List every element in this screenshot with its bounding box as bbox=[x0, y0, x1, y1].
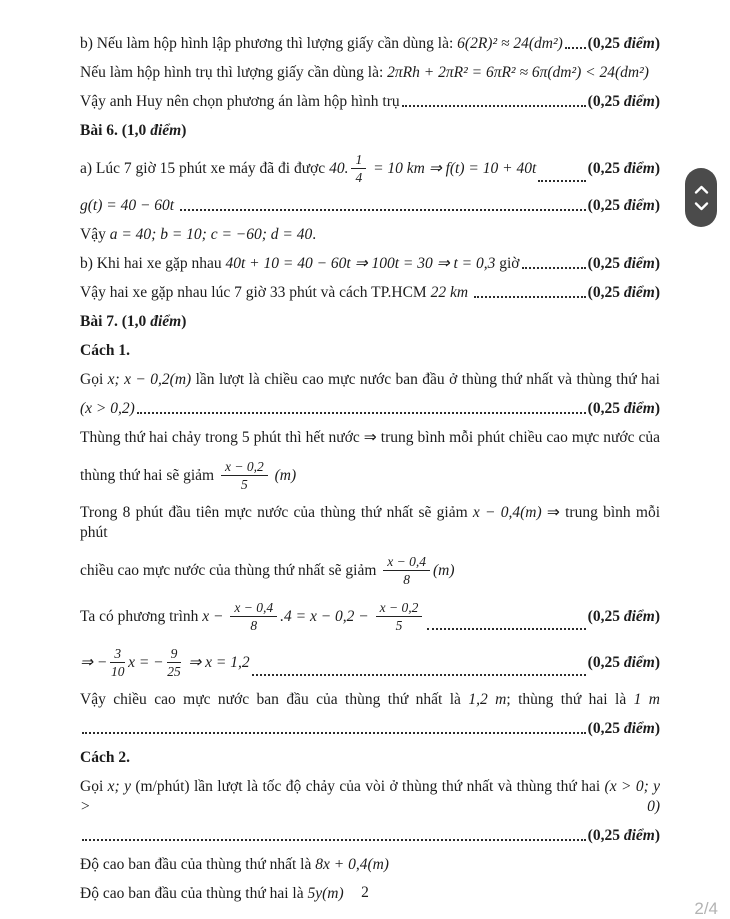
text-segment: 40t + 10 = 40 − 60t ⇒ 100t = 30 ⇒ t = 0,3 bbox=[225, 255, 496, 272]
dotted-leader bbox=[402, 105, 586, 107]
text-segment: .4 = x − 0,2 − bbox=[280, 607, 373, 625]
dotted-leader bbox=[474, 296, 586, 298]
text-segment: Thùng thứ hai chảy trong 5 phút thì hết nước ⇒ trung bình mỗi phút chiều cao mực nước của bbox=[80, 429, 660, 446]
text-segment: điểm bbox=[150, 122, 182, 139]
text-segment: điểm bbox=[623, 720, 655, 737]
text-segment: ) bbox=[181, 313, 187, 330]
text-segment: điểm bbox=[623, 93, 655, 110]
text-segment: b) Khi hai xe gặp nhau bbox=[80, 255, 226, 272]
text-segment: ⇒ x = 1,2 bbox=[184, 653, 250, 671]
text-segment: (0,25 bbox=[587, 197, 624, 214]
doc-line bbox=[80, 63, 660, 83]
text-segment: (x > 0,2) bbox=[80, 400, 135, 417]
text-segment: ) bbox=[654, 35, 660, 52]
text-segment: ⇒ − bbox=[80, 653, 108, 671]
text-segment: điểm bbox=[623, 35, 655, 52]
fraction: $\frac{1}{4}$ bbox=[351, 152, 366, 185]
doc-line bbox=[80, 457, 660, 494]
dotted-leader bbox=[82, 732, 586, 734]
text-segment: x; y bbox=[107, 778, 131, 795]
doc-line bbox=[80, 855, 660, 875]
text-segment: (m) bbox=[270, 466, 297, 484]
text-segment: 40. bbox=[329, 159, 349, 177]
dotted-leader bbox=[180, 209, 586, 211]
chevron-down-icon bbox=[694, 199, 709, 214]
text-segment: ⇒ trung bình mỗi phút bbox=[80, 504, 661, 541]
doc-line bbox=[80, 370, 660, 390]
doc-line bbox=[80, 644, 660, 681]
text-segment: (0,25 bbox=[587, 720, 624, 737]
page-number: 2 bbox=[361, 884, 369, 901]
text-segment: Trong 8 phút đầu tiên mực nước của thùng thứ nhất sẽ giảm bbox=[80, 504, 473, 521]
scroll-down-button[interactable] bbox=[693, 201, 709, 211]
doc-line bbox=[80, 196, 660, 216]
text-segment: (0,25 bbox=[587, 35, 624, 52]
text-segment: 1 m bbox=[633, 691, 660, 708]
text-segment: (0,25 bbox=[587, 607, 624, 625]
text-segment: = 10 km ⇒ f(t) = 10 + 40t bbox=[369, 159, 537, 177]
section-heading bbox=[80, 748, 660, 768]
text-segment: Gọi bbox=[80, 778, 108, 795]
text-segment: ) bbox=[654, 720, 660, 737]
text-segment: ) bbox=[654, 159, 660, 177]
text-segment: 6(2R)² ≈ 24(dm²) bbox=[457, 35, 563, 52]
fraction: $\frac{x - 0,2}{5}$ bbox=[221, 459, 268, 492]
chevron-up-icon bbox=[694, 182, 709, 197]
text-segment: 8x + 0,4(m) bbox=[315, 856, 389, 873]
text-segment: ) bbox=[654, 284, 660, 301]
text-segment: Độ cao ban đầu của thùng thứ hai là bbox=[80, 885, 308, 902]
text-segment: giờ bbox=[495, 255, 520, 272]
text-segment: thùng thứ hai sẽ giảm bbox=[80, 466, 218, 484]
dotted-leader bbox=[137, 412, 586, 414]
doc-line bbox=[80, 503, 660, 543]
text-segment: ) bbox=[654, 255, 660, 272]
text-segment: ) bbox=[181, 122, 187, 139]
text-segment: Bài 7. (1,0 bbox=[80, 313, 151, 330]
fraction: $\frac{x - 0,4}{8}$ bbox=[230, 600, 277, 633]
fraction: $\frac{9}{25}$ bbox=[167, 646, 181, 679]
text-segment: (m) bbox=[433, 561, 455, 579]
text-segment: điểm bbox=[623, 159, 655, 177]
page-indicator: 2/4 bbox=[694, 899, 718, 918]
doc-line bbox=[80, 777, 660, 817]
text-segment: ) bbox=[654, 827, 660, 844]
doc-line bbox=[80, 719, 660, 739]
fraction: $\frac{3}{10}$ bbox=[110, 646, 125, 679]
text-segment: điểm bbox=[623, 607, 655, 625]
text-segment: điểm bbox=[623, 284, 655, 301]
text-segment: (x > 0; y > 0) bbox=[80, 778, 661, 815]
text-segment: ) bbox=[654, 93, 660, 110]
text-segment: Cách 2. bbox=[80, 749, 130, 766]
text-segment: (0,25 bbox=[587, 653, 624, 671]
text-segment: chiều cao mực nước của thùng thứ nhất sẽ giảm bbox=[80, 561, 381, 579]
text-segment: Nếu làm hộp hình trụ thì lượng giấy cần dùng là: bbox=[80, 64, 388, 81]
section-heading bbox=[80, 121, 660, 141]
dotted-leader bbox=[82, 839, 586, 841]
doc-line bbox=[80, 34, 660, 54]
text-segment: Vậy hai xe gặp nhau lúc 7 giờ 33 phút và cách TP.HCM bbox=[80, 284, 431, 301]
section-heading bbox=[80, 341, 660, 361]
doc-line bbox=[80, 428, 660, 448]
scroll-up-button[interactable] bbox=[693, 184, 709, 194]
text-segment: a) Lúc 7 giờ 15 phút xe máy đã đi được bbox=[80, 159, 330, 177]
text-segment: x = − bbox=[128, 653, 164, 671]
text-segment: (0,25 bbox=[587, 284, 624, 301]
text-segment: (0,25 bbox=[587, 93, 624, 110]
text-segment: ) bbox=[654, 400, 660, 417]
text-segment: 5y(m) bbox=[307, 885, 344, 902]
text-segment: Bài 6. (1,0 bbox=[80, 122, 151, 139]
text-segment: điểm bbox=[150, 313, 182, 330]
text-segment: b) Nếu làm hộp hình lập phương thì lượng giấy cần dùng là: bbox=[80, 35, 458, 52]
text-segment: (0,25 bbox=[587, 400, 624, 417]
text-segment: a = 40; b = 10; c = −60; d = 40 bbox=[109, 226, 313, 243]
text-segment: (0,25 bbox=[587, 255, 624, 272]
text-segment: Vậy bbox=[80, 226, 110, 243]
text-segment: 22 km bbox=[430, 284, 472, 301]
text-segment: điểm bbox=[623, 197, 655, 214]
doc-line bbox=[80, 826, 660, 846]
scroll-control bbox=[685, 168, 717, 227]
fraction: $\frac{x - 0,4}{8}$ bbox=[383, 554, 430, 587]
fraction: $\frac{x - 0,2}{5}$ bbox=[376, 600, 423, 633]
document-lines bbox=[80, 34, 660, 904]
text-segment: điểm bbox=[623, 827, 655, 844]
doc-line bbox=[80, 690, 660, 710]
text-segment: ) bbox=[654, 607, 660, 625]
doc-line bbox=[80, 150, 660, 187]
text-segment: x; x − 0,2(m) bbox=[107, 371, 192, 388]
text-segment: điểm bbox=[623, 653, 655, 671]
text-segment: (0,25 bbox=[587, 159, 624, 177]
text-segment: Vậy anh Huy nên chọn phương án làm hộp hình trụ bbox=[80, 93, 400, 110]
doc-line bbox=[80, 598, 660, 635]
text-segment: x − bbox=[202, 607, 228, 625]
text-segment: Gọi bbox=[80, 371, 108, 388]
text-segment: x − 0,4(m) bbox=[472, 504, 542, 521]
text-segment: 1,2 m bbox=[468, 691, 507, 708]
text-segment: điểm bbox=[623, 255, 655, 272]
doc-line bbox=[80, 92, 660, 112]
text-segment: Cách 1. bbox=[80, 342, 130, 359]
dotted-leader bbox=[565, 47, 586, 49]
doc-line bbox=[80, 399, 660, 419]
text-segment: ) bbox=[654, 197, 660, 214]
text-segment: ) bbox=[654, 653, 660, 671]
text-segment: Độ cao ban đầu của thùng thứ nhất là bbox=[80, 856, 316, 873]
dotted-leader bbox=[522, 267, 586, 269]
doc-line bbox=[80, 254, 660, 274]
text-segment: điểm bbox=[623, 400, 655, 417]
text-segment: (0,25 bbox=[587, 827, 624, 844]
text-segment: ; thùng thứ hai là bbox=[506, 691, 634, 708]
doc-line bbox=[80, 225, 660, 245]
text-segment: Ta có phương trình bbox=[80, 607, 203, 625]
text-segment: Vậy chiều cao mực nước ban đầu của thùng thứ nhất là bbox=[80, 691, 469, 708]
text-segment: (m/phút) lần lượt là tốc độ chảy của vòi ở thùng thứ nhất và thùng thứ hai bbox=[130, 778, 605, 795]
dotted-leader bbox=[427, 628, 585, 630]
section-heading bbox=[80, 312, 660, 332]
doc-line bbox=[80, 552, 660, 589]
text-segment: . bbox=[312, 226, 317, 243]
doc-line bbox=[80, 283, 660, 303]
text-segment: lần lượt là chiều cao mực nước ban đầu ở thùng thứ nhất và thùng thứ hai bbox=[191, 371, 660, 388]
dotted-leader bbox=[252, 674, 586, 676]
text-segment: 2πRh + 2πR² = 6πR² ≈ 6π(dm²) < 24(dm²) bbox=[387, 64, 649, 81]
dotted-leader bbox=[538, 180, 585, 182]
text-segment: g(t) = 40 − 60t bbox=[80, 197, 178, 214]
